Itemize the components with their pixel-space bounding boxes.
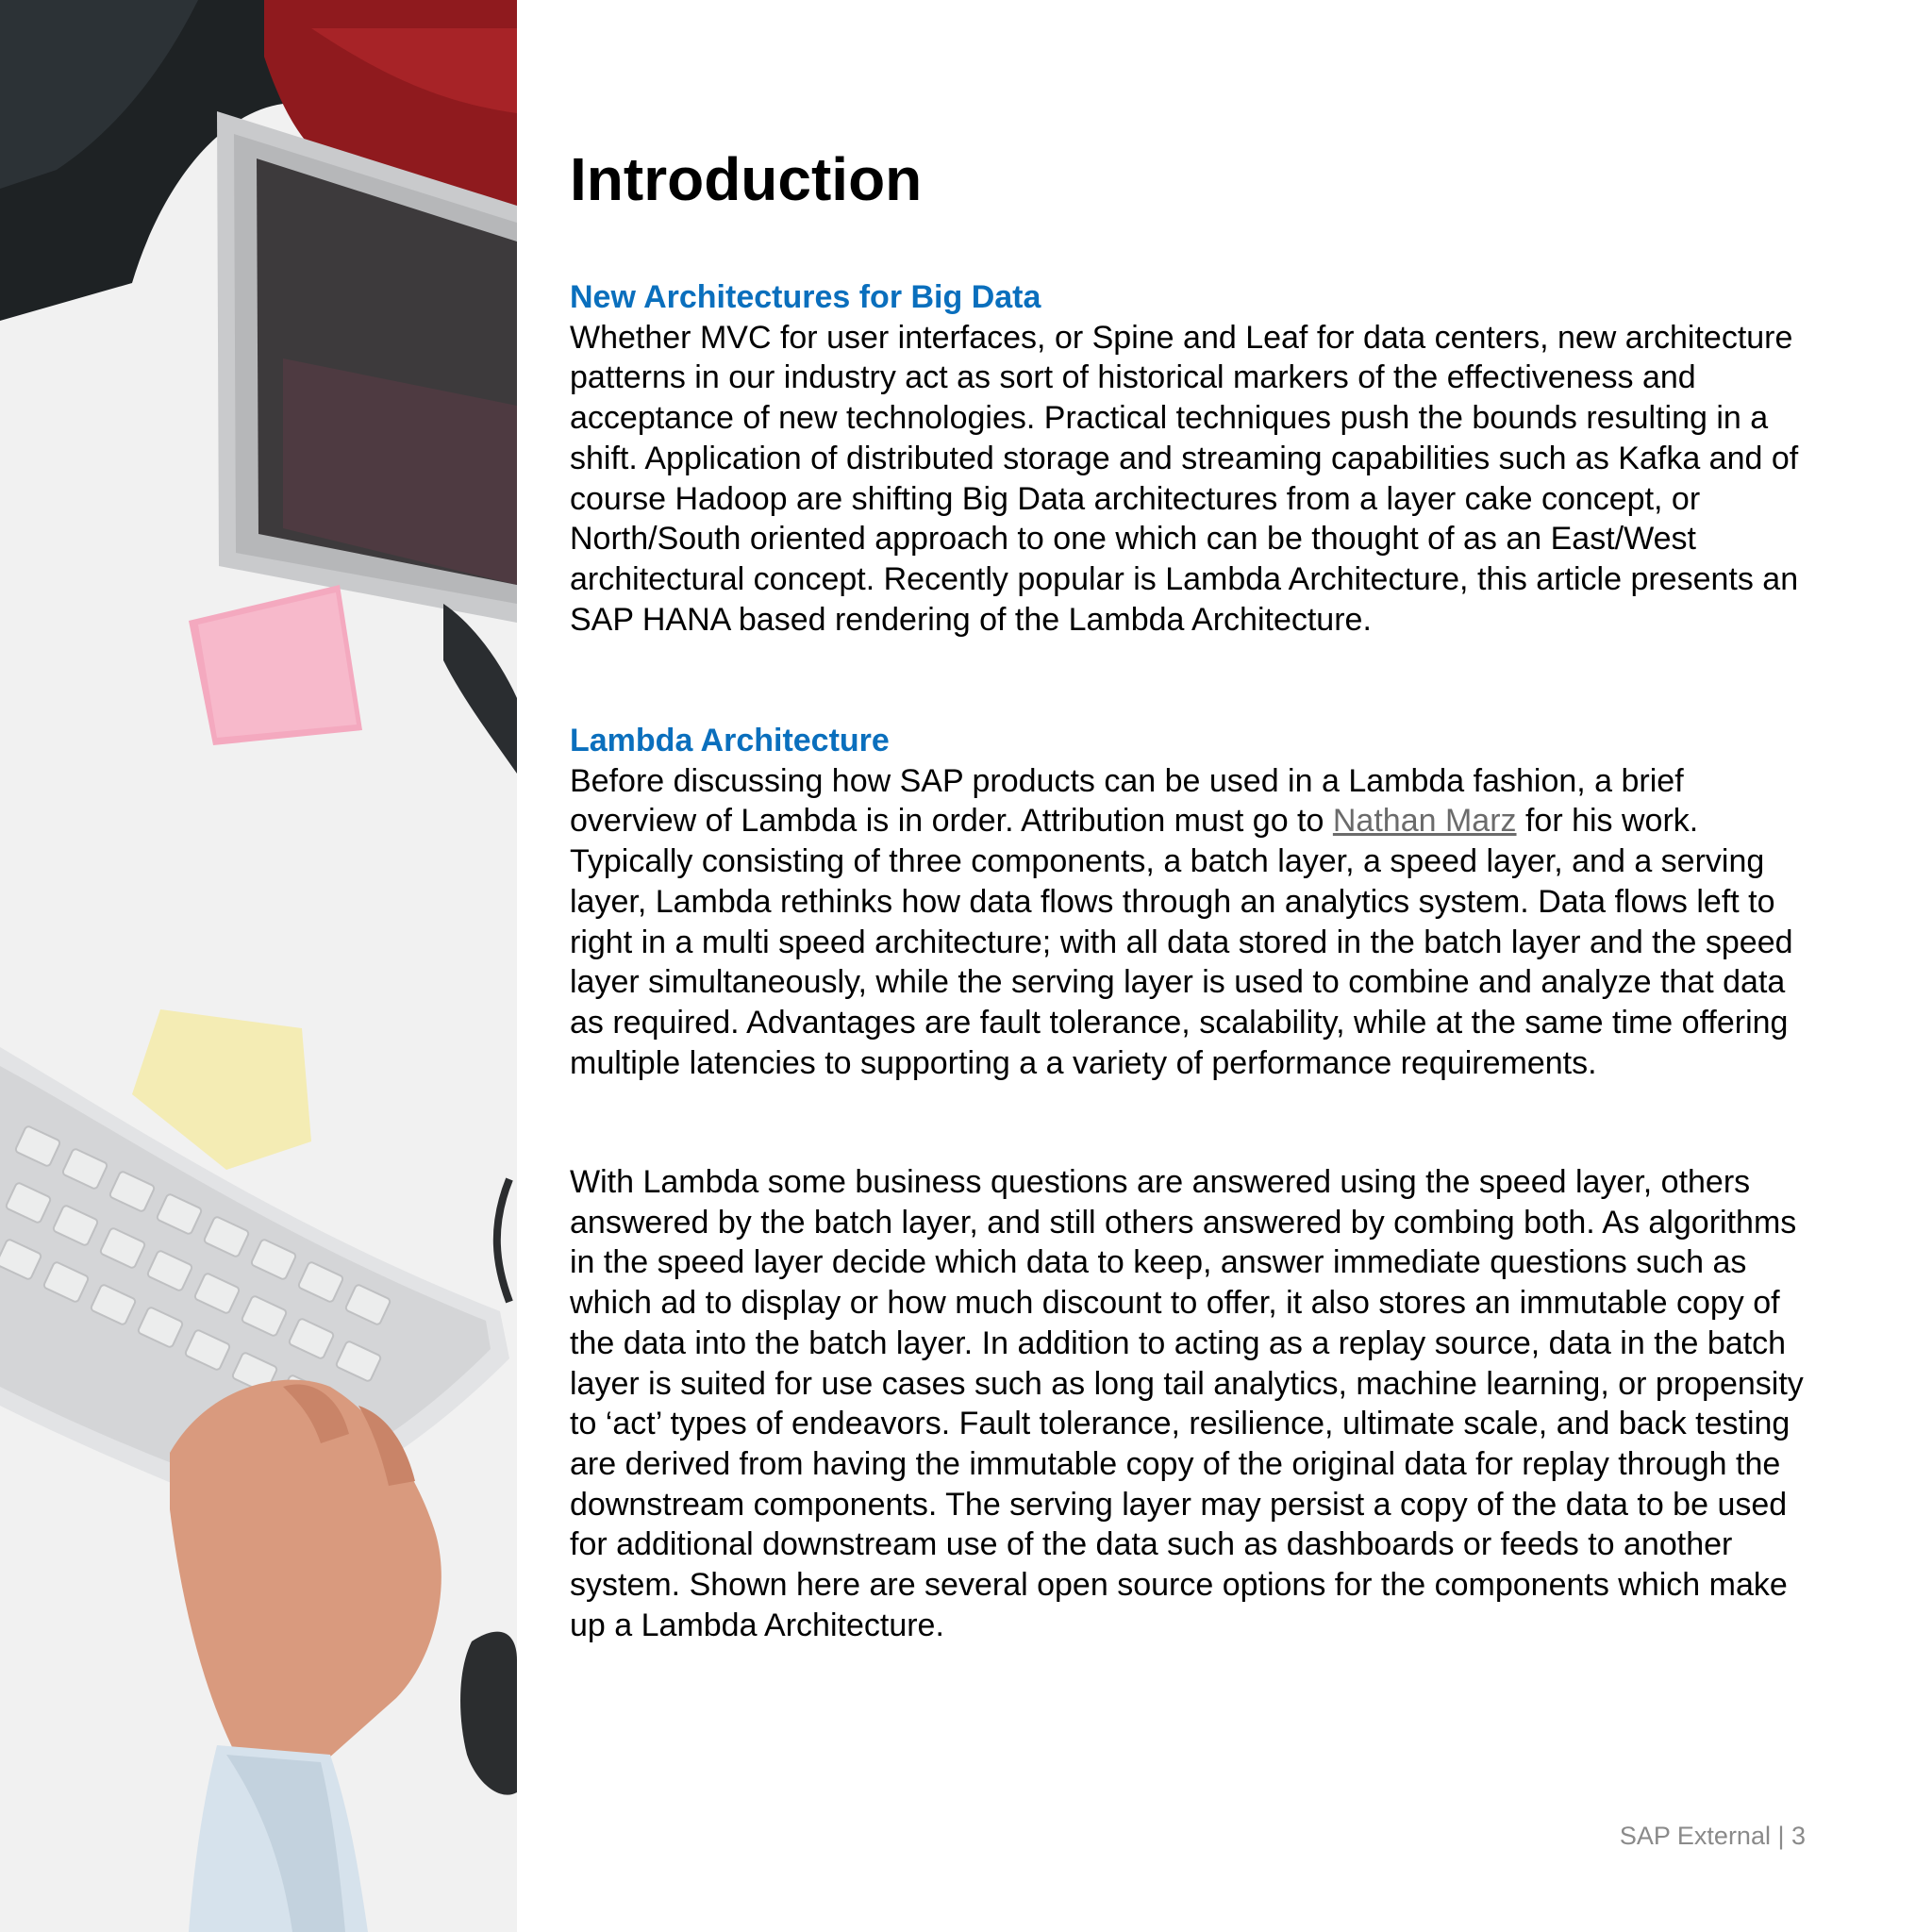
section-new-architectures	[570, 277, 1815, 640]
section-body: With Lambda some business questions are answered using the speed layer, others answered by the batch layer, and still others answered by combing both. As algorithms in the speed layer decide which data to keep, answer immediate questions such as which ad to display or how much discount to offer, it also stores an immutable copy of the data into the batch layer. In addition to acting as a replay source, data in the batch layer is suited for use cases such as long tail analytics, machine learning, or propensity to ‘act’ types of endeavors. Fault tolerance, resilience, ultimate scale, and back testing are derived from having the immutable copy of the original data for replay through the downstream components. The serving layer may persist a copy of the data to be used for additional downstream use of the data such as dashboards or feeds to another system. Shown here are several open source options for the components which make up a Lambda Architecture.	[570, 1164, 1804, 1643]
section-heading: Lambda Architecture	[570, 723, 890, 758]
body-text: for his work. Typically consisting of three components, a batch layer, a speed layer, and a serving layer, Lambda rethinks how data flows through an analytics system. Data flows left to right in a multi speed architecture; with all data stored in the batch layer and the speed layer simultaneously, while the serving layer is used to combine and analyze that data as required. Advantages are fault tolerance, scalability, while at the same time offering multiple latencies to supporting a a variety of performance requirements.	[570, 803, 1793, 1081]
section-lambda-details	[570, 1162, 1815, 1645]
section-lambda-architecture	[570, 721, 1815, 1083]
page-title: Introduction	[570, 145, 923, 213]
section-body	[570, 761, 1815, 1084]
office-desk-photo	[0, 0, 517, 1932]
nathan-marz-link[interactable]: Nathan Marz	[1332, 803, 1517, 840]
body-text: Before discussing how SAP products can be used in a Lambda fashion, a brief overview of Lambda is in order. Attribution must go to	[570, 762, 1684, 840]
section-heading: New Architectures for Big Data	[570, 279, 1041, 315]
page-footer: SAP External | 3	[1619, 1822, 1806, 1850]
section-body: Whether MVC for user interfaces, or Spine and Leaf for data centers, new architecture patterns in our industry act as sort of historical markers of the effectiveness and acceptance of new technologies. Practical techniques push the bounds resulting in a shift. Application of distributed storage and streaming capabilities such as Kafka and of course Hadoop are shifting Big Data architectures from a layer cake concept, or North/South oriented approach to one which can be thought of as an East/West architectural concept. Recently popular is Lambda Architecture, this article presents an SAP HANA based rendering of the Lambda Architecture.	[570, 319, 1799, 638]
